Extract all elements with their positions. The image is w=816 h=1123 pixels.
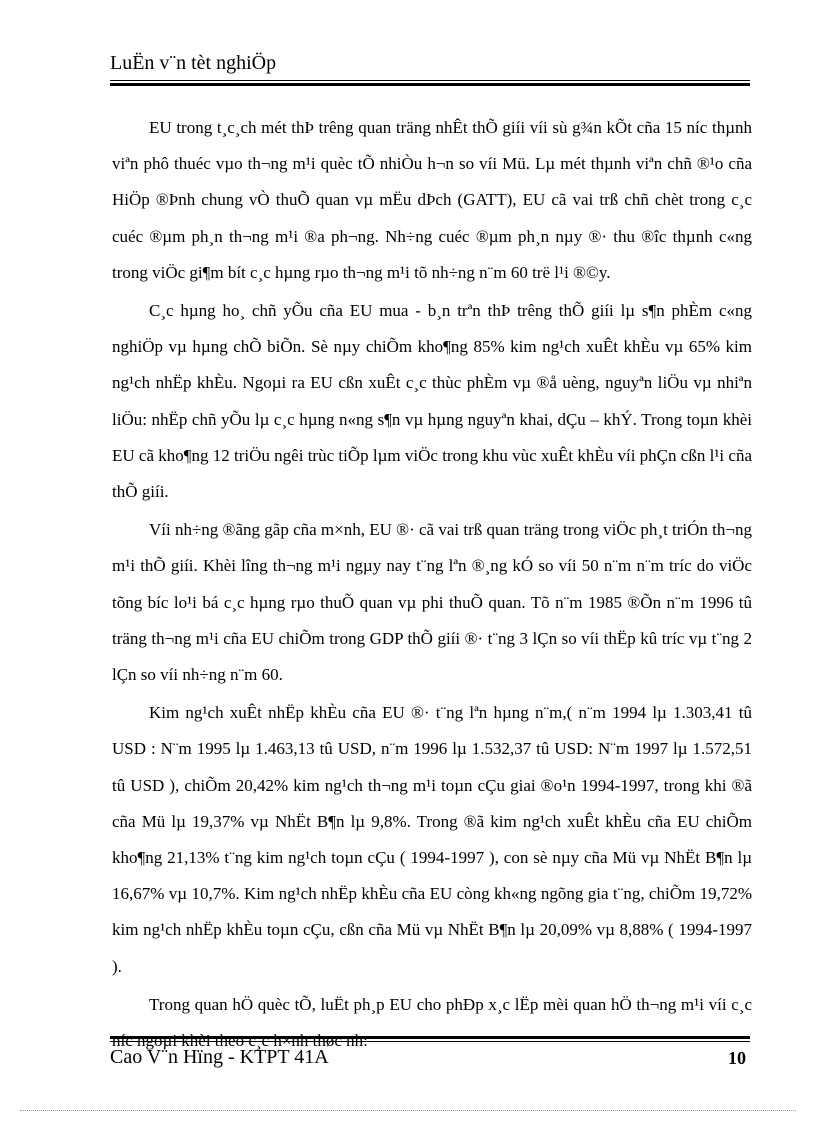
paragraph-eu-contribution: Víi nh÷ng ®ãng gãp cña m×nh, EU ®· cã vai trß quan träng trong viÖc ph¸t triÓn th¬ng m¹i thÕ giíi. Khèi lîng th¬ng m¹i ngµy nay t¨ng lªn ®¸ng kÓ so víi 50 n¨m n¨m tríc do viÖc tõng bíc lo¹i bá c¸c hµng rµo thuÕ quan vµ phi thuÕ quan. Tõ n¨m 1985 ®Õn n¨m 1996 tû träng th¬ng m¹i cña EU chiÕm trong GDP thÕ giíi ®· t¨ng 3 lÇn so víi thËp kû tríc vµ t¨ng 2 lÇn so víi nh÷ng n¨m 60.: [112, 520, 752, 685]
paragraph-eu-goods: C¸c hµng ho¸ chñ yÕu cña EU mua - b¸n trªn thÞ trêng thÕ giíi lµ s¶n phÈm c«ng nghiÖp vµ hµng chÕ biÕn. Sè nµy chiÕm kho¶ng 85% kim ng¹ch xuÊt khÈu vµ 65% kim ng¹ch nhËp khÈu. Ngoµi ra EU cßn xuÊt c¸c thùc phÈm vµ ®å uèng, nguyªn liÖu vµ nhiªn liÖu: nhËp chñ yÕu lµ c¸c hµng n«ng s¶n vµ hµng nguyªn khai, dÇu – khÝ. Trong toµn khèi EU cã kho¶ng 12 triÖu ngêi trùc tiÕp lµm viÖc trong khu vùc xuÊt khÈu víi phÇn cßn l¹i cña thÕ giíi.: [112, 301, 752, 502]
paragraph-eu-trade-turnover: Kim ng¹ch xuÊt nhËp khÈu cña EU ®· t¨ng lªn hµng n¨m,( n¨m 1994 lµ 1.303,41 tû USD : N¨m 1995 lµ 1.463,13 tû USD, n¨m 1996 lµ 1.532,37 tû USD: N¨m 1997 lµ 1.572,51 tû USD ), chiÕm 20,42% kim ng¹ch th¬ng m¹i toµn cÇu giai ®o¹n 1994-1997, trong khi ®ã cña Mü lµ 19,37% vµ NhËt B¶n lµ 9,8%. Trong ®ã kim ng¹ch xuÊt khÈu cña EU chiÕm kho¶ng 21,13% t¨ng kim ng¹ch toµn cÇu ( 1994-1997 ), con sè nµy cña Mü vµ NhËt B¶n lµ 16,67% vµ 10,7%. Kim ng¹ch nhËp khÈu cña EU còng kh«ng ngõng gia t¨ng, chiÕm 19,72% kim ng¹ch nhËp khÈu toµn cÇu, cßn cña Mü vµ NhËt B¶n lµ 20,09% vµ 8,88% ( 1994-1997 ).: [112, 703, 752, 976]
page-edge-dotted-line: [20, 1110, 796, 1111]
paragraph-eu-international-relations: Trong quan hÖ quèc tÕ, luËt ph¸p EU cho phÐp x¸c lËp mèi quan hÖ th¬ng m¹i víi c¸c: [149, 994, 752, 1014]
footer-rule-thick: [110, 1036, 750, 1039]
paragraph-eu-market: EU trong t¸c¸ch mét thÞ trêng quan träng nhÊt thÕ giíi víi sù g¾n kÕt cña 15 níc thµnh viªn phô thuéc vµo th¬ng m¹i quèc tÕ nhiÒu h¬n so víi Mü. Lµ mét thµnh viªn chñ ®¹o cña HiÖp ®Þnh chung vÒ thuÕ quan vµ mËu dÞch (GATT), EU cã vai trß chñ chèt trong c¸c cuéc ®µm ph¸n th¬ng m¹i ®a ph¬ng. Nh÷ng cuéc ®µm ph¸n nµy ®· thu ®îc thµnh c«ng trong viÖc gi¶m bít c¸c hµng rµo th¬ng m¹i tõ nh÷ng n¨m 60 trë l¹i ®©y.: [112, 118, 752, 282]
header-rule-thin: [110, 80, 750, 81]
header-rule-thick: [110, 83, 750, 86]
footer-rule-thin: [110, 1041, 750, 1042]
running-header-title: LuËn v¨n tèt nghiÖp: [110, 52, 277, 74]
document-body: [112, 110, 752, 1061]
footer-author: Cao V¨n Hïng - KTPT 41A: [110, 1046, 329, 1068]
page-number: 10: [728, 1048, 746, 1068]
